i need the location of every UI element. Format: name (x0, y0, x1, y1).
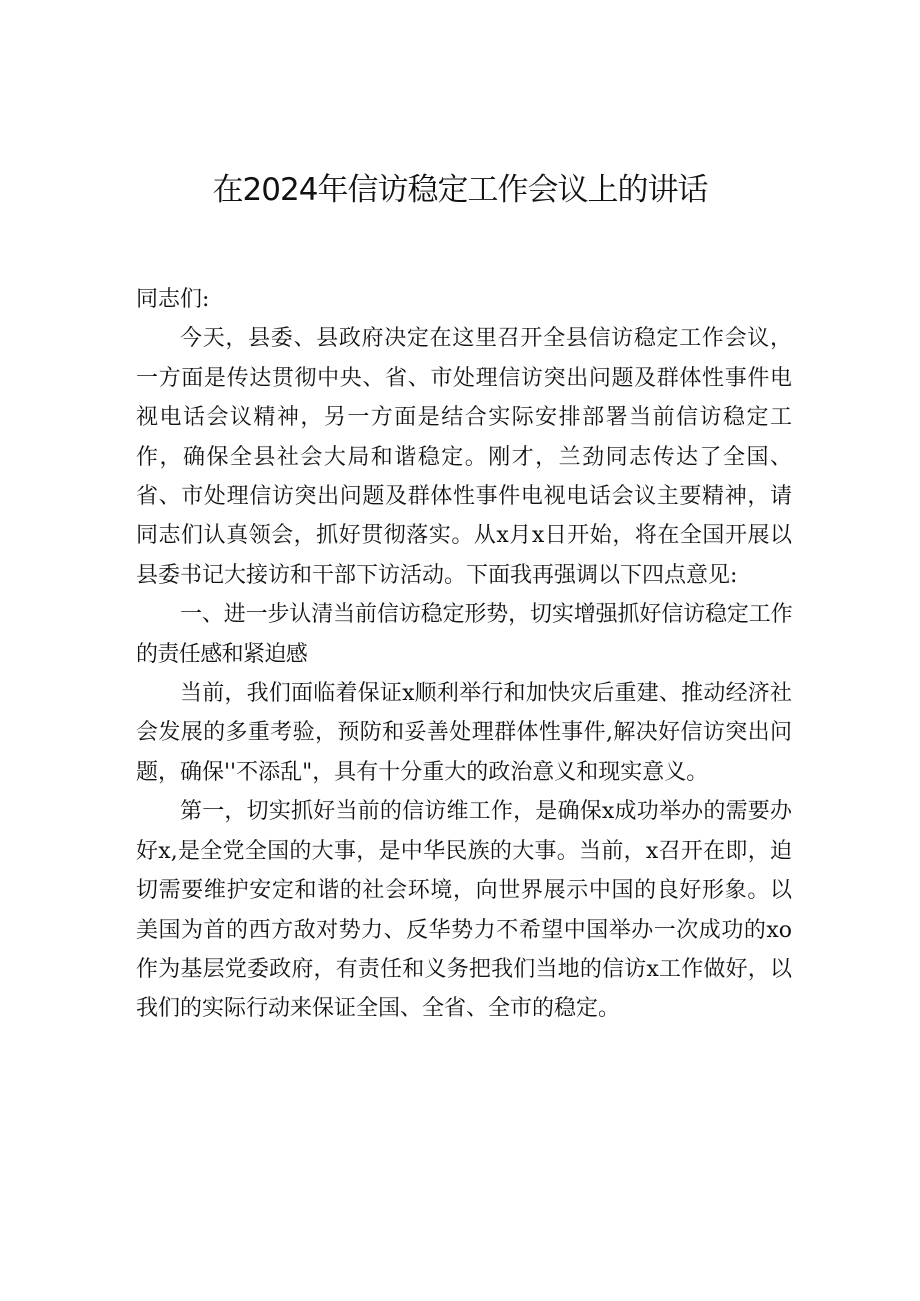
paragraph-intro: 今天，县委、县政府决定在这里召开全县信访稳定工作会议，一方面是传达贯彻中央、省、市处理信访突出问题及群体性事件电视电话会议精神，另一方面是结合实际安排部署当前信访稳定工作，确保全县社会大局和谐稳定。刚才，兰劲同志传达了全国、省、市处理信访突出问题及群体性事件电视电话会议主要精神，请同志们认真领会，抓好贯彻落实。从x月x日开始，将在全国开展以县委书记大接访和干部下访活动。下面我再强调以下四点意见: (136, 326, 792, 588)
salutation: 同志们: (136, 287, 210, 312)
document-title: 在2024年信访稳定工作会议上的讲话 (212, 172, 708, 208)
paragraph-first-point: 第一，切实抓好当前的信访维工作，是确保x成功举办的需要办好x,是全党全国的大事，是中华民族的大事。当前，x召开在即，迫切需要维护安定和谐的社会环境，向世界展示中国的良好形象。以美国为首的西方敌对势力、反华势力不希望中国举办一次成功的xo作为基层党委政府，有责任和义务把我们当地的信访x工作做好，以我们的实际行动来保证全国、全省、全市的稳定。 (136, 799, 792, 1022)
document-body (136, 280, 792, 1029)
paragraph-current-situation: 当前，我们面临着保证x顺利举行和加快灾后重建、推动经济社会发展的多重考验，预防和妥善处理群体性事件,解决好信访突出问题，确保''不添乱"，具有十分重大的政治意义和现实意义。 (136, 681, 792, 785)
section-heading-1: 一、进一步认清当前信访稳定形势，切实增强抓好信访稳定工作的责任感和紧迫感 (136, 602, 792, 667)
